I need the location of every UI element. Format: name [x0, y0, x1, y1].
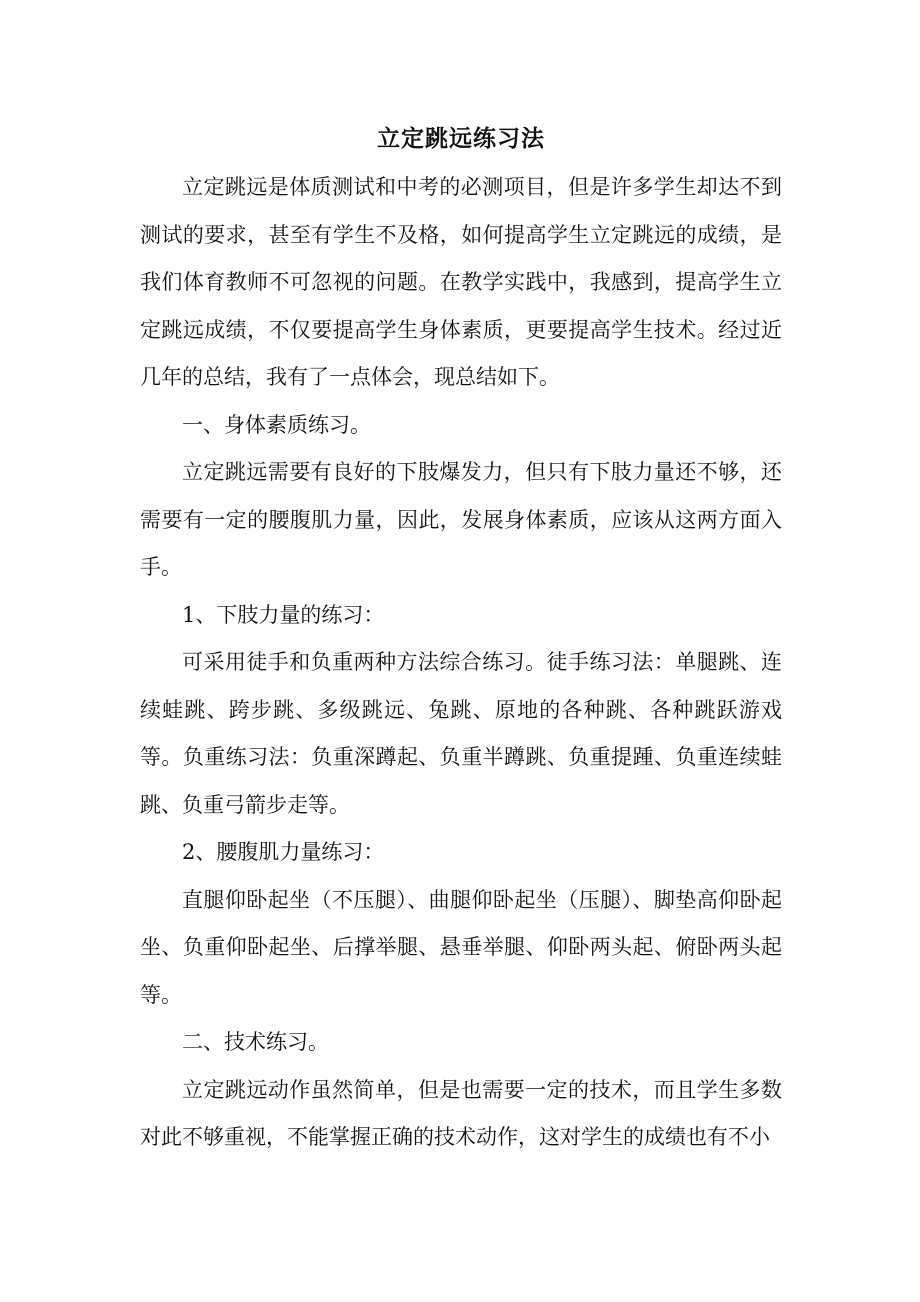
document-title: 立定跳远练习法 — [377, 125, 545, 152]
section-heading-physical-fitness: 一、身体素质练习。 — [182, 412, 371, 437]
paragraph-physical-fitness: 立定跳远需要有良好的下肢爆发力，但只有下肢力量还不够，还需要有一定的腰腹肌力量，因此，发展身体素质，应该从这两方面入手。 — [140, 460, 782, 579]
subheading-core-strength: 2、腰腹肌力量练习： — [182, 840, 385, 864]
paragraph-technique: 立定跳远动作虽然简单，但是也需要一定的技术，而且学生多数对此不够重视，不能掌握正确的技术动作，这对学生的成绩也有不小 — [140, 1077, 782, 1149]
paragraph-lower-limb-methods: 可采用徒手和负重两种方法综合练习。徒手练习法：单腿跳、连续蛙跳、跨步跳、多级跳远、兔跳、原地的各种跳、各种跳跃游戏等。负重练习法：负重深蹲起、负重半蹲跳、负重提踵、负重连续蛙跳、负重弓箭步走等。 — [140, 650, 782, 817]
paragraph-intro: 立定跳远是体质测试和中考的必测项目，但是许多学生却达不到测试的要求，甚至有学生不及格，如何提高学生立定跳远的成绩，是我们体育教师不可忽视的问题。在教学实践中，我感到，提高学生立定跳远成绩，不仅要提高学生身体素质，更要提高学生技术。经过近几年的总结，我有了一点体会，现总结如下。 — [140, 175, 782, 389]
paragraph-core-exercises: 直腿仰卧起坐（不压腿）、曲腿仰卧起坐（压腿）、脚垫高仰卧起坐、负重仰卧起坐、后撑举腿、悬垂举腿、仰卧两头起、俯卧两头起等。 — [140, 887, 782, 1007]
section-heading-technique: 二、技术练习。 — [182, 1030, 329, 1054]
subheading-lower-limb-strength: 1、下肢力量的练习： — [182, 602, 385, 627]
document-page — [140, 118, 782, 1162]
